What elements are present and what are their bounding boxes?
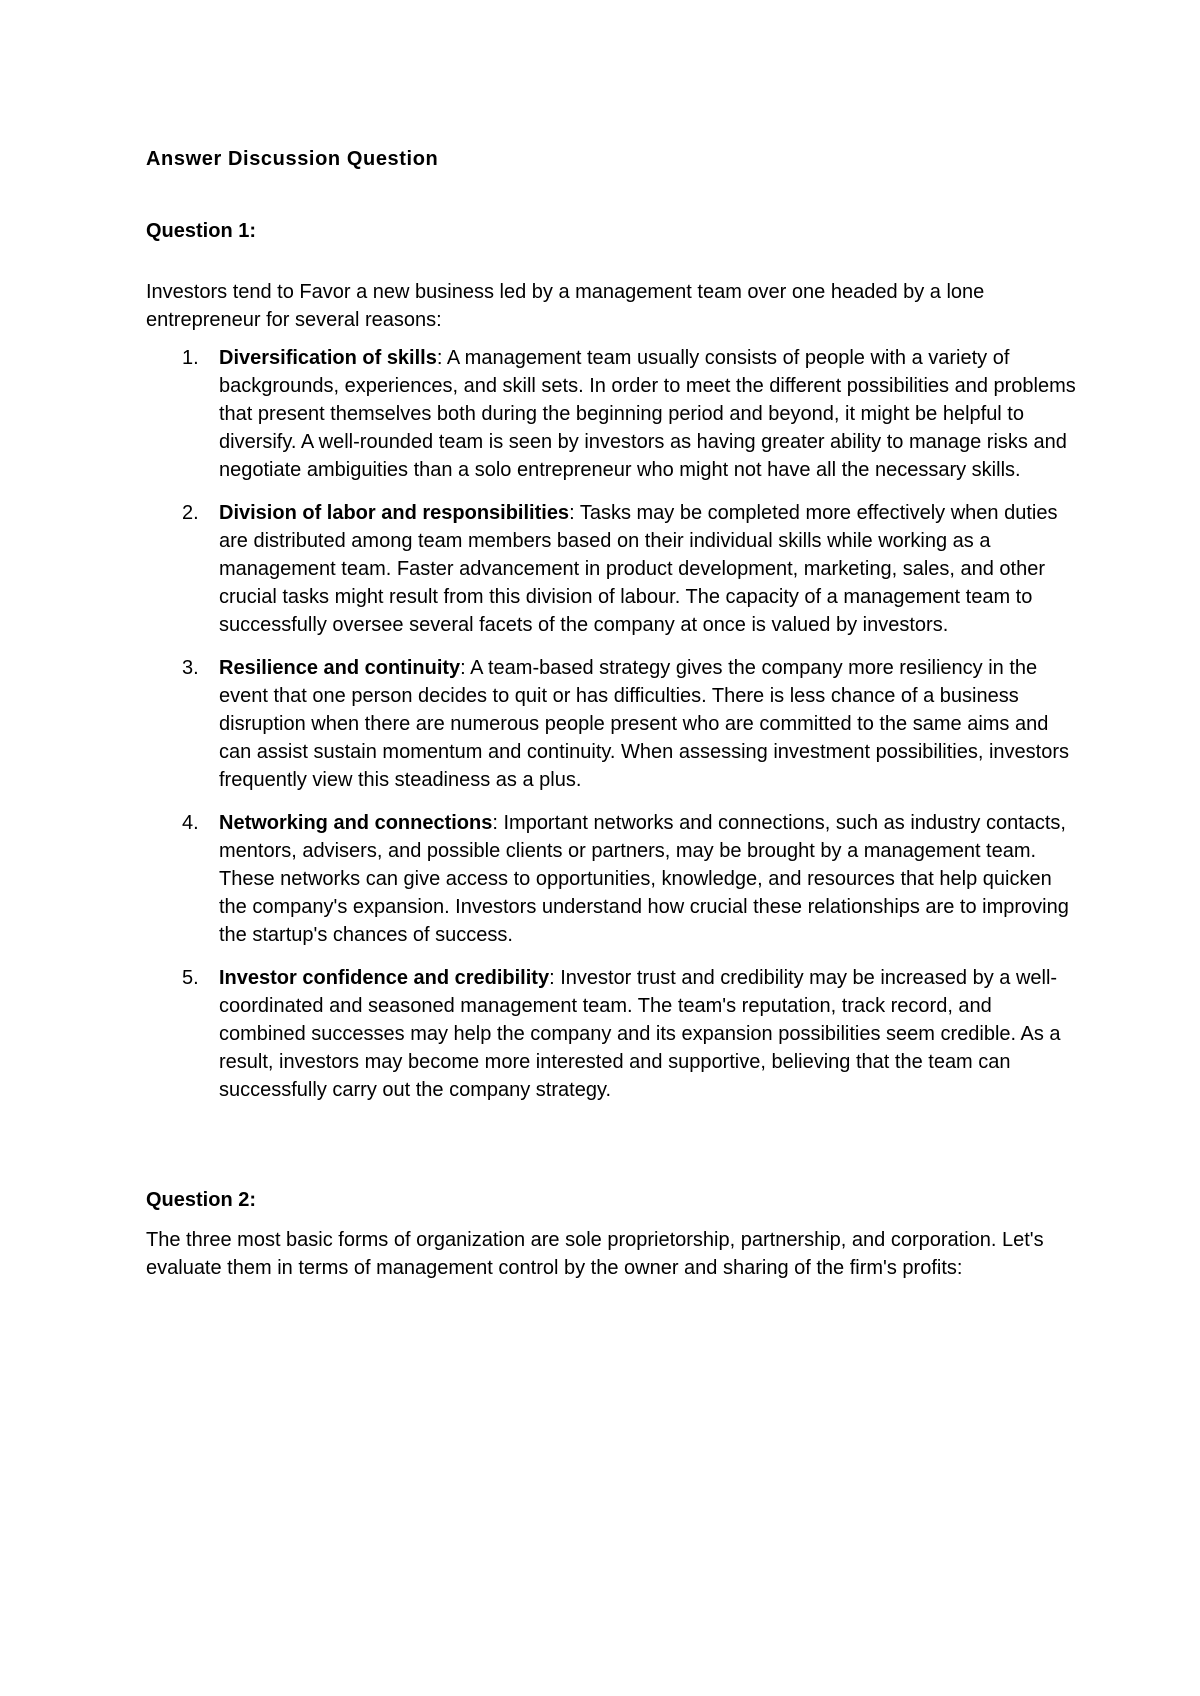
list-item-title: Investor confidence and credibility [219,967,550,989]
question-2-text: The three most basic forms of organization are sole proprietorship, partnership, and corporation. Let's evaluate them in terms of management control by the owner and sharing of the firm's profits: [146,1229,1044,1279]
reasons-list [146,344,1076,1104]
list-item-text: : Important networks and connections, such as industry contacts, mentors, advisers, and possible clients or partners, may be brought by a management team. These networks can give access to opportunities, knowledge, and resources that help quicken the company's expansion. Investors understand how crucial these relationships are to improving the startup's chances of success. [219,812,1069,946]
question-2-heading: Question 2: [146,1189,257,1211]
document-title: Answer Discussion Question [146,148,439,170]
list-item-number: 1. [182,347,199,369]
list-item-text: : Investor trust and credibility may be increased by a well-coordinated and seasoned management team. The team's reputation, track record, and combined successes may help the company and its expansion possibilities seem credible. As a result, investors may become more interested and supportive, believing that the team can successfully carry out the company strategy. [219,967,1061,1101]
question-1-heading: Question 1: [146,220,257,242]
list-item [146,809,1076,949]
list-item-title: Division of labor and responsibilities [219,502,570,524]
list-item-title: Diversification of skills [219,347,437,369]
list-item-number: 4. [182,812,199,834]
list-item-text: : Tasks may be completed more effectively when duties are distributed among team members based on their individual skills while working as a management team. Faster advancement in product development, marketing, sales, and other crucial tasks might result from this division of labour. The capacity of a management team to successfully oversee several facets of the company at once is valued by investors. [219,502,1058,636]
question-1-intro: Investors tend to Favor a new business led by a management team over one headed by a lone entrepreneur for several reasons: [146,281,985,331]
list-item [146,499,1076,639]
list-item-text: : A team-based strategy gives the company more resiliency in the event that one person decides to quit or has difficulties. There is less chance of a business disruption when there are numerous people present who are committed to the same aims and can assist sustain momentum and continuity. When assessing investment possibilities, investors frequently view this steadiness as a plus. [219,657,1070,791]
document-body [146,145,1076,1282]
list-item-number: 3. [182,657,199,679]
list-item-title: Resilience and continuity [219,657,461,679]
list-item [146,654,1076,794]
list-item-title: Networking and connections [219,812,493,834]
list-item-text: : A management team usually consists of people with a variety of backgrounds, experiences, and skill sets. In order to meet the different possibilities and problems that present themselves both during the beginning period and beyond, it might be helpful to diversify. A well-rounded team is seen by investors as having greater ability to manage risks and negotiate ambiguities than a solo entrepreneur who might not have all the necessary skills. [219,347,1076,481]
list-item-number: 5. [182,967,199,989]
list-item [146,344,1076,484]
list-item [146,964,1076,1104]
list-item-number: 2. [182,502,199,524]
